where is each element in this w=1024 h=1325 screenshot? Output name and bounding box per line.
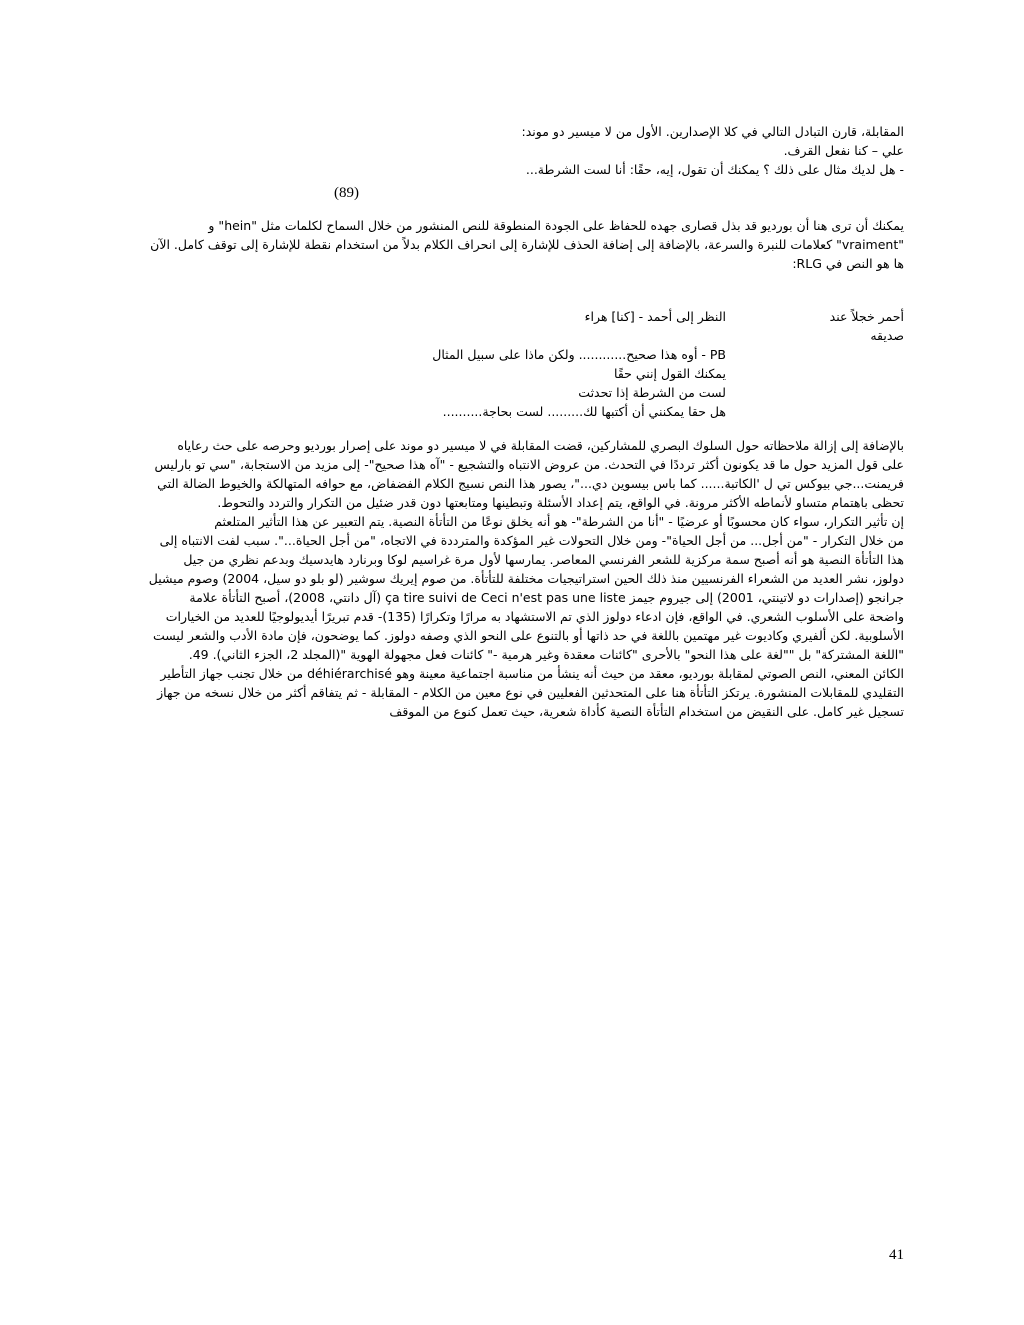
transcript-line-3: يمكنك القول إنني حقًا	[614, 366, 726, 381]
paragraph-2-line: الأسلوبية. لكن ألفيري وكاديوت غير مهتمين باللغة في حد ذاتها أو بالتنوع على النحو الذي وصفه دولوز. كما يوضحون، فإن مادة الأدب والشعر ليست	[152, 628, 904, 643]
intro-block	[114, 122, 904, 179]
figure-reference: (89)	[334, 185, 359, 201]
page-number: 41	[889, 1247, 904, 1263]
paragraph-2-line: تسجيل غير كامل. على النقيض من استخدام التأتأة النصية كأداة شعرية، حيث تعمل كنوع من الموقف	[389, 704, 904, 719]
paragraph-2-line: على قول المزيد حول ما قد يكونون أكثر ترددًا في التحدث. من عروض الانتباه والتشجيع - "آه هذا صحيح"- إلى مزيد من الاستجابة، "سي تو بارليس	[154, 457, 904, 472]
transcript-speaker-note-cont: صديقه	[870, 328, 904, 343]
paragraph-2-line: تحظى باهتمام متساو لأنماطه الأكثر مرونة. في الواقع، يتم إعداد الأسئلة وتبطينها ومتابعتها دون قدر ضئيل من التكرار والتردد والتحوط.	[217, 495, 904, 510]
paragraph-2-line: الكائن المعني، النص الصوتي لمقابلة بورديو، معقد من حيث أنه ينشأ من مناسبة اجتماعية معينة وهو déhiérarchisé من خلال تجنب جهاز التأطير	[160, 666, 904, 681]
paragraph-2-line: "اللغة المشتركة" بل ""لغة على هذا النحو" بالأحرى "كائنات معقدة وغير هرمية -" كائنات فعل مجهولة الهوية "(المجلد 2، الجزء الثاني). 49.	[188, 647, 904, 662]
transcript-line-1: النظر إلى أحمد - [كنا] هراء	[584, 309, 726, 324]
paragraph-2-line: بالإضافة إلى إزالة ملاحظاته حول السلوك البصري للمشاركين، قضت المقابلة في لا ميسير دو موند على إصرار بورديو وحرصه على حث رعاياه	[177, 438, 904, 453]
paragraph-2-line: واضحة على الأسلوب الشعري. في الواقع، فإن ادعاء دولوز الذي تم الاستشهاد به مرارًا وتكرارًا (135)- قدم تبريرًا أيديولوجيًا للعديد من الخيارات	[165, 609, 904, 624]
transcript-line-2: PB - أوه هذا صحيح............ ولكن ماذا على سبيل المثال	[432, 347, 726, 362]
paragraph-2-line: من خلال التكرار - "من أجل... من أجل الحياة"- ومن خلال التحولات غير المؤكدة والمترددة في الاتجاه، "من أجل الحياة...". سبب لفت الانتباه إلى	[159, 533, 904, 548]
paragraph-2-line: إن تأثير التكرار، سواء كان محسوبًا أو عرضيًا - "أنا من الشرطة"- هو أنه يخلق نوعًا من التأتأة النصية. يتم التعبير عن هذا التأثير المتلعثم	[214, 514, 904, 529]
paragraph-1	[114, 216, 904, 273]
intro-line-1: المقابلة، قارن التبادل التالي في كلا الإصدارين. الأول من لا ميسير دو موند:	[521, 124, 904, 139]
transcript-line-5: هل حقا يمكنني أن أكتبها لك......... لست بحاجة..........	[442, 404, 726, 419]
paragraph-2-line: فريمنت...جي بيوكس تي ل 'الكاتبة...... كما باس بيسوين دي..."، يصور هذا النص نسيج الكلام الفضفاض، مع حوافه المتهالكة والخيوط الضالة التي	[157, 476, 904, 491]
paragraph-2-line: التقليدي للمقابلات المنشورة. يرتكز التأتأة هنا على المتحدثين الفعليين في نوع معين من الكلام - المقابلة - ثم يتفاقم أكثر من خلال نسخه من جهاز	[157, 685, 904, 700]
transcript-line-4: لست من الشرطة إذا تحدثت	[578, 385, 726, 400]
paragraph-1-line-3: ها هو النص في RLG:	[792, 256, 904, 271]
paragraph-2-line: جرانجو (إصدارات دو لاتينتي، 2001) إلى جيروم جيمز ça tire suivi de Ceci n'est pas une liste (آل دانتي، 2008)، أصبح التأتأة علامة	[189, 590, 904, 605]
intro-line-3: - هل لديك مثال على ذلك ؟ يمكنك أن تقول، إيه، حقًا: أنا لست الشرطة...	[525, 162, 904, 177]
intro-line-2: علي – كنا نفعل القرف.	[783, 143, 904, 158]
paragraph-1-line-1: يمكنك أن ترى هنا أن بورديو قد بذل قصارى جهده للحفاظ على الجودة المنطوقة للنص المنشور من خلال السماح لكلمات مثل "hein" و	[208, 218, 904, 233]
paragraph-2	[114, 436, 904, 721]
transcript-speaker-note: أحمر خجلاً عند	[829, 309, 904, 324]
paragraph-2-line: دولوز، نشر العديد من الشعراء الفرنسيين منذ ذلك الحين استراتيجيات مختلفة للتأتأة. من صوم إيريك سوشير (لو بلو دو سيل، 2004) وصوم ميشيل	[148, 571, 904, 586]
paragraph-1-line-2: "vraiment" كعلامات للنبرة والسرعة، بالإضافة إلى إضافة الحذف للإشارة إلى انحراف الكلام بدلاً من استخدام نقطة للإشارة إلى توقف كامل. الآن	[150, 237, 904, 252]
paragraph-2-line: هذا التأتأة النصية هو أنه أصبح سمة مركزية للشعر الفرنسي المعاصر. يمارسها لأول مرة غراسيم لوكا وبرنارد هايدسيك وبدعم نظري من جيل	[183, 552, 904, 567]
